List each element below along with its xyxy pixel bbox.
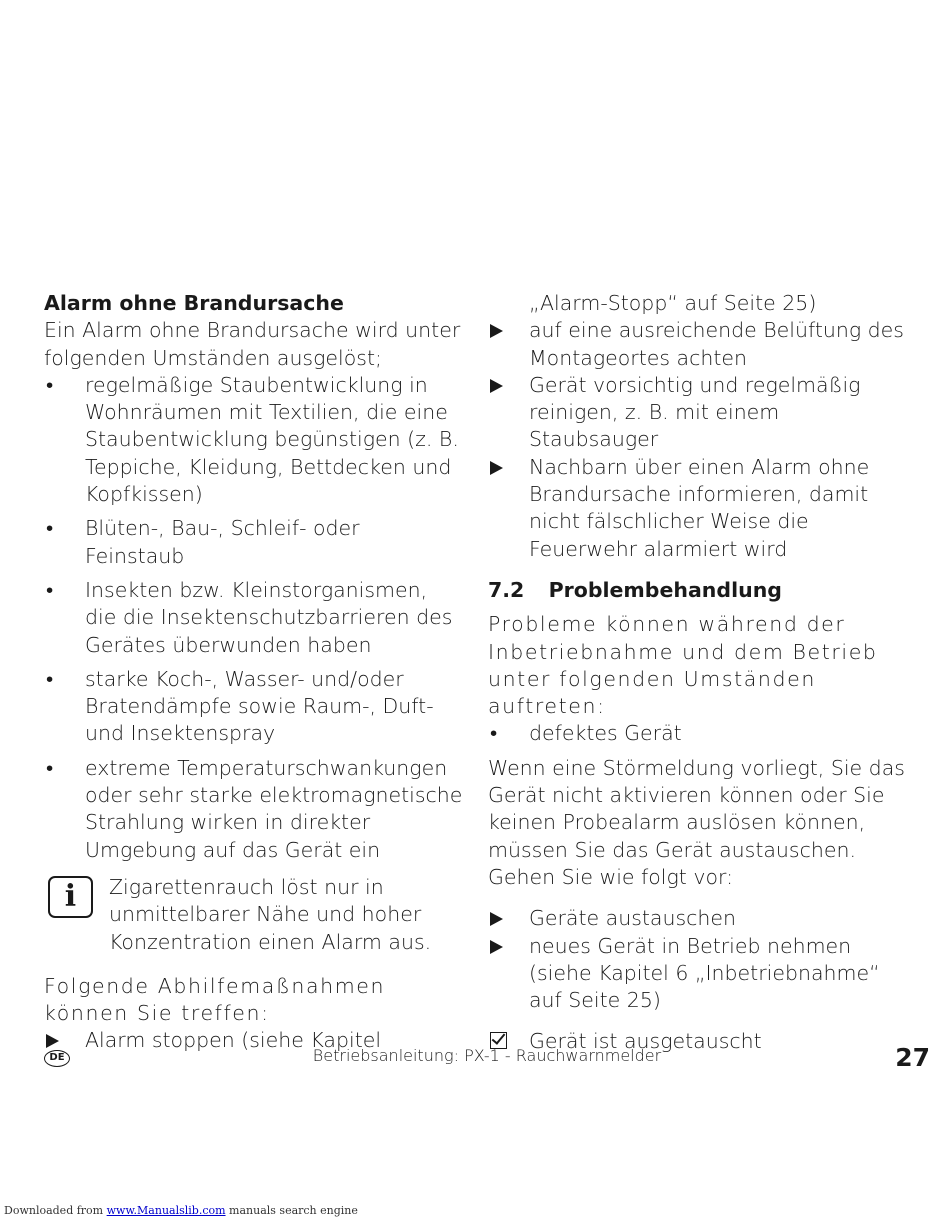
page-number: 27 <box>895 1043 930 1072</box>
info-note <box>44 874 464 956</box>
arrow-icon <box>490 912 503 926</box>
language-badge: DE <box>44 1050 70 1067</box>
info-icon: i <box>48 876 93 918</box>
arrow-icon <box>490 379 503 393</box>
problem-list <box>488 720 908 747</box>
remedies-intro: Folgende Abhilfemaßnahmen können Sie treffen: <box>44 973 386 1026</box>
right-column <box>488 290 908 1056</box>
list-item: • starke Koch-, Wasser- und/oder Bratendämpfe sowie Raum-, Duft- und Insektenspray <box>44 666 464 748</box>
section-heading-7-2 <box>488 577 908 604</box>
list-item: • defektes Gerät <box>488 720 908 747</box>
fault-paragraph: Wenn eine Störmeldung vorliegt, Sie das Gerät nicht aktivieren können oder Sie keinen Probealarm auslösen können, müssen Sie das Gerät austauschen. Gehen Sie wie folgt vor: <box>488 755 905 889</box>
arrow-icon <box>490 461 503 475</box>
section-heading: Alarm ohne Brandursache <box>44 291 344 315</box>
list-item: „Alarm-Stopp“ auf Seite 25) <box>529 291 817 315</box>
section-number: 7.2 <box>488 577 525 602</box>
source-line: Downloaded from www.Manualslib.com manuals search engine <box>4 1204 358 1217</box>
list-item: Geräte austauschen <box>488 905 908 932</box>
info-note-text: Zigarettenrauch löst nur in unmittelbarer Nähe und hoher Konzentration einen Alarm aus. <box>109 874 432 954</box>
list-item: Gerät ist ausgetauscht <box>488 1028 908 1055</box>
arrow-icon <box>490 940 503 954</box>
list-item: Alarm stoppen (siehe Kapitel <box>44 1027 464 1054</box>
document-title: Betriebsanleitung: PX-1 - Rauchwarnmelder <box>312 1046 662 1065</box>
list-item: Gerät vorsichtig und regelmäßig reinigen, z. B. mit einem Staubsauger <box>488 372 908 454</box>
arrow-icon <box>490 324 503 338</box>
list-item: Nachbarn über einen Alarm ohne Brandursache informieren, damit nicht fälschlicher Weise die Feuerwehr alarmiert wird <box>488 454 908 563</box>
list-item: • Blüten-, Bau-, Schleif- oder Feinstaub <box>44 515 464 570</box>
intro-paragraph: Ein Alarm ohne Brandursache wird unter folgenden Umständen ausgelöst; <box>44 318 461 370</box>
remedy-list-continued <box>488 290 908 563</box>
left-column <box>44 290 464 1055</box>
step-list <box>488 905 908 1014</box>
section-title: Problembehandlung <box>548 577 782 602</box>
problems-intro: Probleme können während der Inbetriebnahme und dem Betrieb unter folgenden Umständen auftreten: <box>488 612 878 719</box>
list-item: • regelmäßige Staubentwicklung in Wohnräumen mit Textilien, die eine Staubentwicklung begünstigen (z. B. Teppiche, Kleidung, Bettdecken und Kopfkissen) <box>44 372 464 508</box>
page-footer <box>44 1043 930 1077</box>
cause-list <box>44 372 464 864</box>
list-item: auf eine ausreichende Belüftung des Montageortes achten <box>488 317 908 372</box>
manualslib-link[interactable]: www.Manualslib.com <box>106 1204 226 1217</box>
list-item: • extreme Temperaturschwankungen oder sehr starke elektromagnetische Strahlung wirken in direkter Umgebung auf das Gerät ein <box>44 755 464 864</box>
list-item: • Insekten bzw. Kleinstorganismen, die die Insektenschutzbarrieren des Gerätes überwunden haben <box>44 577 464 659</box>
list-item: neues Gerät in Betrieb nehmen (siehe Kapitel 6 „Inbetriebnahme“ auf Seite 25) <box>488 933 908 1015</box>
